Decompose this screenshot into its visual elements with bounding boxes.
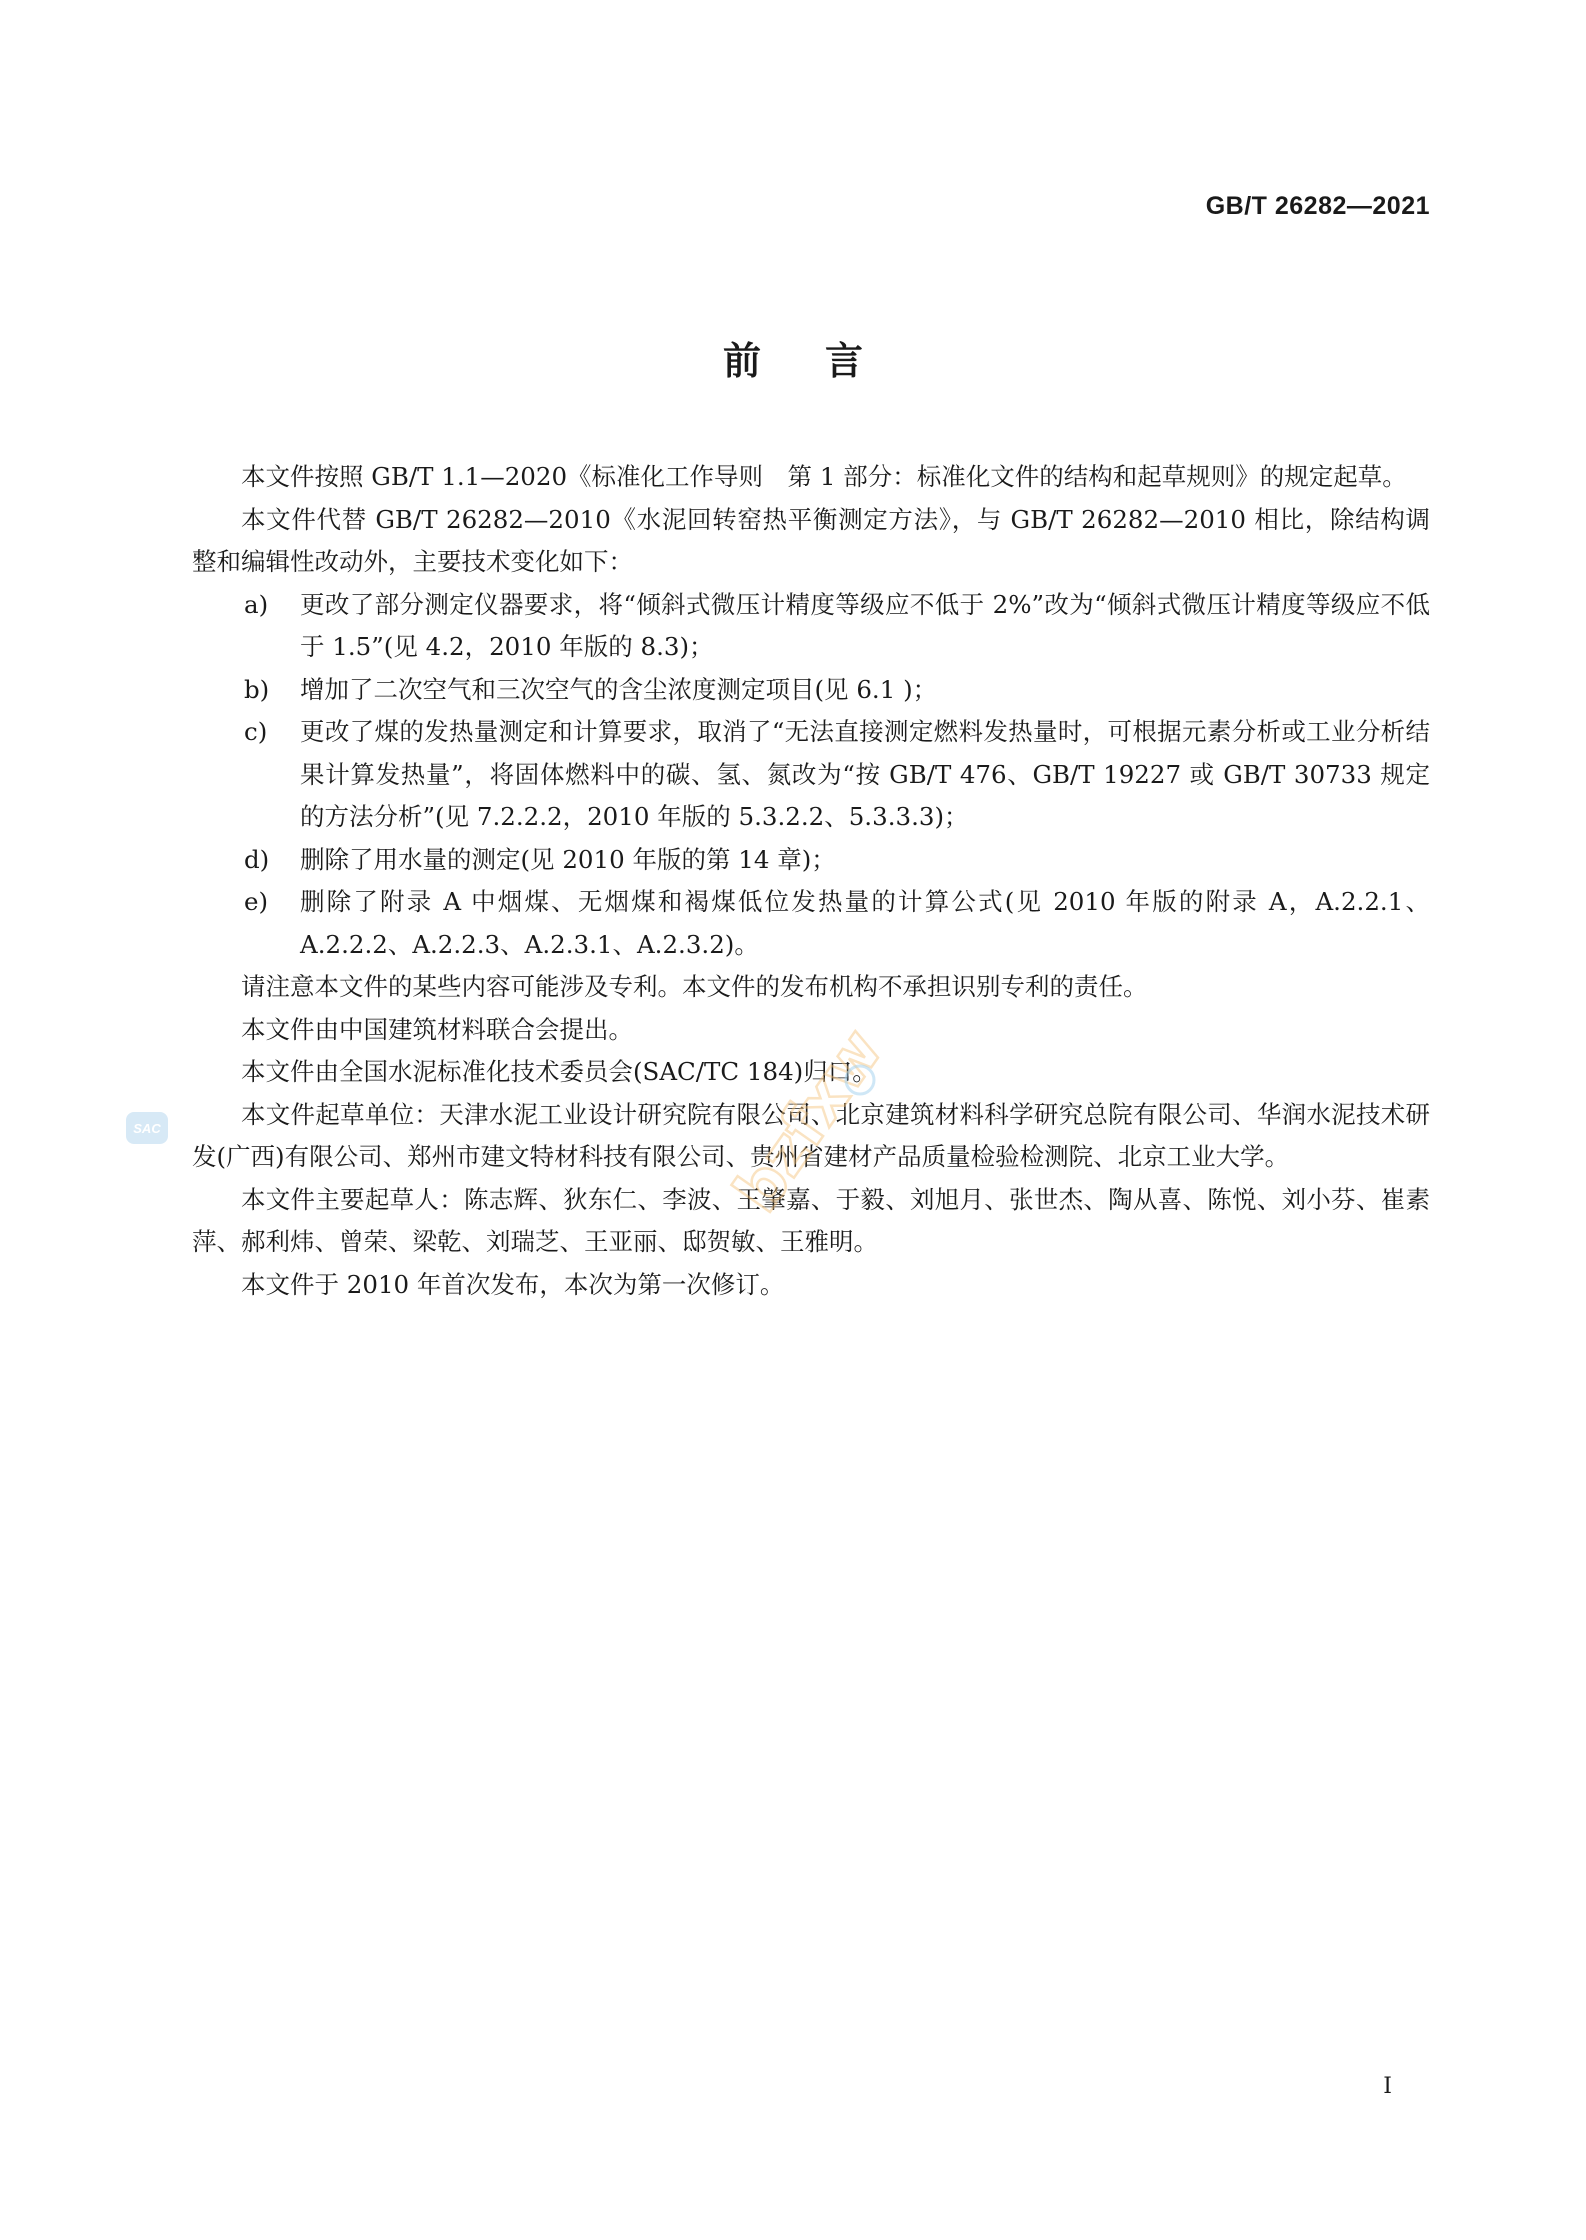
list-marker: e) <box>244 887 269 916</box>
list-marker: c) <box>244 717 268 746</box>
paragraph-committee: 本文件由全国水泥标准化技术委员会(SAC/TC 184)归口。 <box>241 1057 877 1086</box>
paragraph-history: 本文件于 2010 年首次发布，本次为第一次修订。 <box>241 1269 785 1299</box>
list-item-text: 删除了附录 A 中烟煤、无烟煤和褐煤低位发热量的计算公式(见 2010 年版的附录 A，A.2.2.1、A.2.2.2、A.2.2.3、A.2.3.1、A.2.3.2)。 <box>300 887 1430 959</box>
list-marker: b) <box>244 674 270 704</box>
watermark-text: bzfxw <box>719 1015 897 1225</box>
sac-logo-icon <box>124 1108 170 1148</box>
paragraph-drafting-rules: 本文件按照 GB/T 1.1—2020《标准化工作导则 第 1 部分：标准化文件的结构和起草规则》的规定起草。 <box>241 462 1407 491</box>
paragraph-drafting-units: 本文件起草单位：天津水泥工业设计研究院有限公司、北京建筑材料科学研究总院有限公司、华润水泥技术研发(广西)有限公司、郑州市建文特材科技有限公司、贵州省建材产品质量检验检测院、北京工业大学。 <box>192 1099 1430 1171</box>
list-item-text: 更改了煤的发热量测定和计算要求，取消了“无法直接测定燃料发热量时，可根据元素分析或工业分析结果计算发热量”，将固体燃料中的碳、氢、氮改为“按 GB/T 476、GB/T 19227 或 GB/T 30733 规定的方法分析”(见 7.2.2.2，2010 年版的 5.3.2.2、5.3.3.3)； <box>300 717 1430 831</box>
paragraph-drafters: 本文件主要起草人：陈志辉、狄东仁、李波、王肇嘉、于毅、刘旭月、张世杰、陶从喜、陈悦、刘小芬、崔素萍、郝利炜、曾荣、梁乾、刘瑞芝、王亚丽、邸贺敏、王雅明。 <box>192 1184 1430 1256</box>
list-item-text: 更改了部分测定仪器要求，将“倾斜式微压计精度等级应不低于 2%”改为“倾斜式微压计精度等级应不低于 1.5”(见 4.2，2010 年版的 8.3)； <box>300 589 1430 661</box>
page-title: 前言 <box>722 339 927 383</box>
list-item <box>192 881 1430 966</box>
list-item <box>192 584 1430 669</box>
paragraph-patent-notice: 请注意本文件的某些内容可能涉及专利。本文件的发布机构不承担识别专利的责任。 <box>241 972 1148 1001</box>
standard-number: GB/T 26282—2021 <box>1205 192 1430 220</box>
list-item <box>192 839 1430 882</box>
list-item <box>192 669 1430 712</box>
list-item <box>192 711 1430 839</box>
list-item-text: 增加了二次空气和三次空气的含尘浓度测定项目(见 6.1 )； <box>300 674 938 704</box>
list-marker: a) <box>244 589 269 619</box>
page-number: I <box>1383 2074 1392 2099</box>
paragraph-replacement: 本文件代替 GB/T 26282—2010《水泥回转窑热平衡测定方法》，与 GB/T 26282—2010 相比，除结构调整和编辑性改动外，主要技术变化如下： <box>192 504 1430 576</box>
sac-logo-text: SAC <box>133 1121 161 1136</box>
paragraph-proposer: 本文件由中国建筑材料联合会提出。 <box>241 1014 633 1044</box>
list-marker: d) <box>244 844 270 874</box>
list-item-text: 删除了用水量的测定(见 2010 年版的第 14 章)； <box>300 844 836 874</box>
document-body <box>192 456 1430 1306</box>
